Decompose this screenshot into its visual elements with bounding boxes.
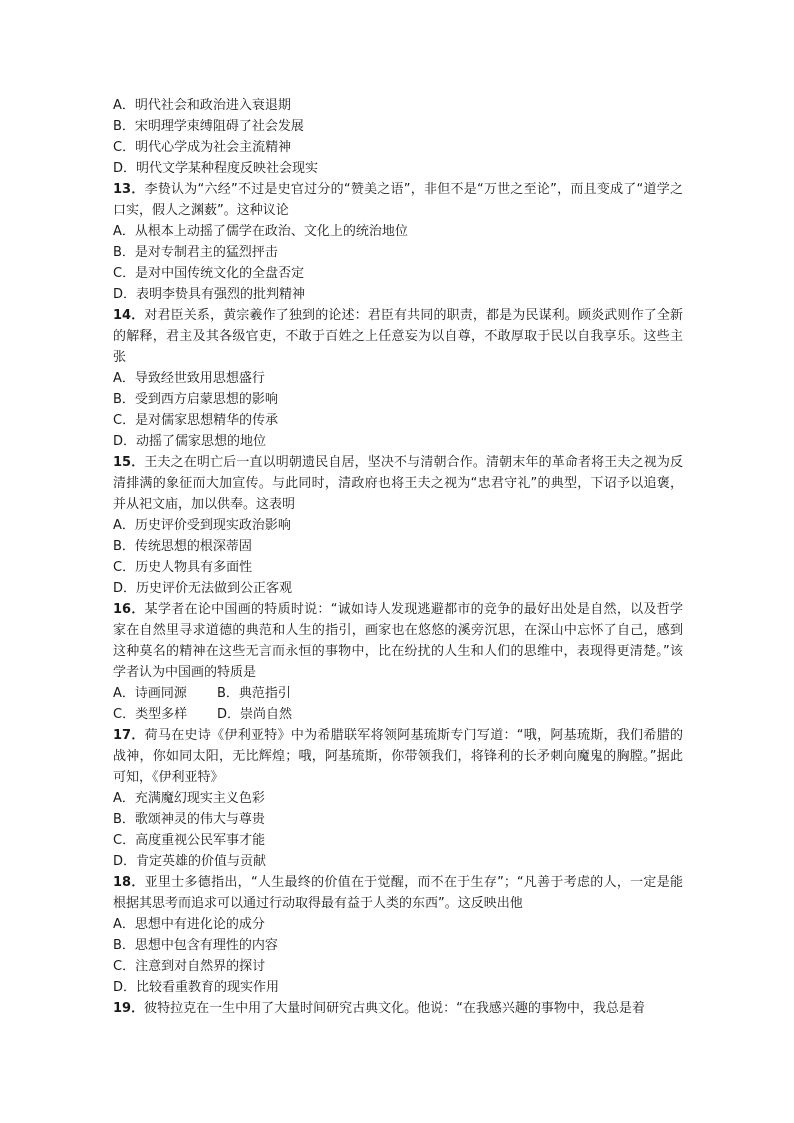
option-b: B．歌颂神灵的伟大与尊贵 — [113, 812, 265, 827]
option-a: A．诗画同源 — [113, 686, 187, 701]
option-d: D．历史评价无法做到公正客观 — [113, 581, 293, 596]
option-d: D．表明李贽具有强烈的批判精神 — [113, 287, 306, 302]
exam-page — [113, 95, 683, 1019]
question-14-stem — [113, 305, 683, 368]
question-17-stem — [113, 725, 683, 788]
options-row — [113, 704, 683, 725]
option-c: C．历史人物具有多面性 — [113, 560, 253, 575]
option-b: B．是对专制君主的猛烈抨击 — [113, 245, 278, 260]
question-16-stem — [113, 599, 683, 683]
question-number: 18． — [113, 875, 145, 890]
option-b: B．思想中包含有理性的内容 — [113, 938, 278, 953]
question-text: 李贽认为“六经”不过是史官过分的“赞美之语”，非但不是“万世之至论”，而且变成了“道学之口实，假人之渊薮”。这种议论 — [113, 182, 683, 218]
option-a: A．明代社会和政治进入衰退期 — [113, 98, 291, 113]
option-a: A．充满魔幻现实主义色彩 — [113, 791, 265, 806]
option-b: B．典范指引 — [217, 686, 291, 701]
option-d: D．崇尚自然 — [217, 707, 293, 722]
question-number: 15． — [113, 455, 145, 470]
option-a: A．从根本上动摇了儒学在政治、文化上的统治地位 — [113, 224, 408, 239]
option-b: B．宋明理学束缚阻碍了社会发展 — [113, 119, 304, 134]
question-19-stem — [113, 998, 683, 1019]
option-d: D．肯定英雄的价值与贡献 — [113, 854, 267, 869]
question-text: 亚里士多德指出，“人生最终的价值在于觉醒，而不在于生存”；“凡善于考虑的人，一定是能根据其思考而追求可以通过行动取得最有益于人类的东西”。这反映出他 — [113, 875, 683, 911]
option-d: D．比较看重教育的现实作用 — [113, 980, 280, 995]
option-c: C．明代心学成为社会主流精神 — [113, 140, 292, 155]
question-text: 荷马在史诗《伊利亚特》中为希腊联军将领阿基琉斯专门写道：“哦，阿基琉斯，我们希腊的战神，你如同太阳，无比辉煌；哦，阿基琉斯，你带领我们，将锋利的长矛刺向魔鬼的胸膛。”据此可知，《伊利亚特》 — [113, 728, 683, 785]
option-c: C．是对儒家思想精华的传承 — [113, 413, 279, 428]
question-18-stem — [113, 872, 683, 914]
question-number: 17． — [113, 728, 145, 743]
question-text: 对君臣关系，黄宗羲作了独到的论述：君臣有共同的职责，都是为民谋利。顾炎武则作了全新的解释，君主及其各级官吏，不敢于百姓之上任意妄为以自尊，不敢厚取于民以自我享乐。这些主张 — [113, 308, 683, 365]
question-text: 某学者在论中国画的特质时说：“诚如诗人发现逃避都市的竞争的最好出处是自然，以及哲学家在自然里寻求道德的典范和人生的指引，画家也在悠悠的溪旁沉思，在深山中忘怀了自己，感到这种莫名的精神在这些无言而永恒的事物中，比在纷扰的人生和人们的思维中，表现得更清楚。”该学者认为中国画的特质是 — [113, 602, 683, 680]
option-d: D．动摇了儒家思想的地位 — [113, 434, 267, 449]
option-a: A．历史评价受到现实政治影响 — [113, 518, 291, 533]
question-number: 19． — [113, 1001, 145, 1016]
question-13-stem — [113, 179, 683, 221]
question-text: 王夫之在明亡后一直以明朝遗民自居，坚决不与清朝合作。清朝末年的革命者将王夫之视为反清排满的象征而大加宣传。与此同时，清政府也将王夫之视为“忠君守礼”的典型，下诏予以追褒，并从祀文庙，加以供奉。这表明 — [113, 455, 683, 512]
option-b: B．传统思想的根深蒂固 — [113, 539, 252, 554]
option-a: A．思想中有进化论的成分 — [113, 917, 265, 932]
option-b: B．受到西方启蒙思想的影响 — [113, 392, 278, 407]
question-15-stem — [113, 452, 683, 515]
question-number: 14． — [113, 308, 145, 323]
question-text: 彼特拉克在一生中用了大量时间研究古典文化。他说：“在我感兴趣的事物中，我总是着 — [144, 1001, 645, 1016]
option-c: C．高度重视公民军事才能 — [113, 833, 266, 848]
option-c: C．是对中国传统文化的全盘否定 — [113, 266, 305, 281]
option-a: A．导致经世致用思想盛行 — [113, 371, 265, 386]
option-c: C．类型多样 — [113, 707, 188, 722]
options-row — [113, 683, 683, 704]
question-number: 13． — [113, 182, 145, 197]
question-number: 16． — [113, 602, 145, 617]
option-d: D．明代文学某种程度反映社会现实 — [113, 161, 319, 176]
option-c: C．注意到对自然界的探讨 — [113, 959, 266, 974]
